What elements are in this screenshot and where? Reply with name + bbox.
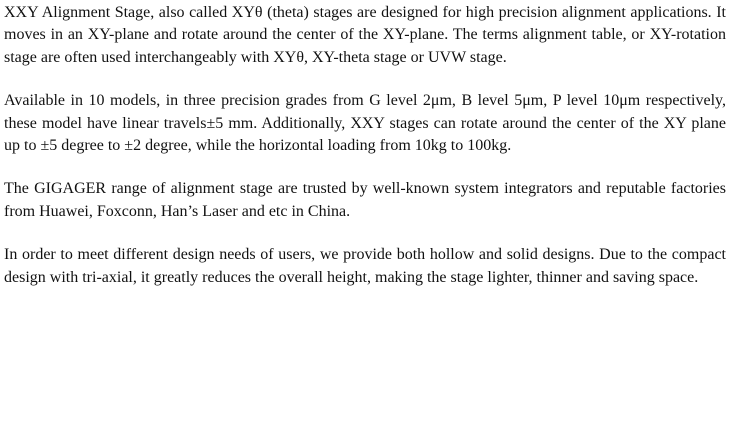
paragraph-design: In order to meet different design needs of users, we provide both hollow and solid designs. Due to the compact design with tri-axial, it greatly reduces the overall height, making the stage lighter, thinner and saving space. <box>4 246 726 286</box>
paragraph-models: Available in 10 models, in three precision grades from G level 2μm, B level 5μm, P level 10μm respectively, these model have linear travels±5 mm. Additionally, XXY stages can rotate around the center of the XY plane up to ±5 degree to ±2 degree, while the horizontal loading from 10kg to 100kg. <box>4 92 726 155</box>
paragraph-intro: XXY Alignment Stage, also called XYθ (theta) stages are designed for high precision alignment applications. It moves in an XY-plane and rotate around the center of the XY-plane. The terms alignment table, or XY-rotation stage are often used interchangeably with XYθ, XY-theta stage or UVW stage. <box>4 4 726 66</box>
document-body <box>4 2 726 289</box>
paragraph-trusted: The GIGAGER range of alignment stage are trusted by well-known system integrators and reputable factories from Huawei, Foxconn, Han’s Laser and etc in China. <box>4 180 726 220</box>
